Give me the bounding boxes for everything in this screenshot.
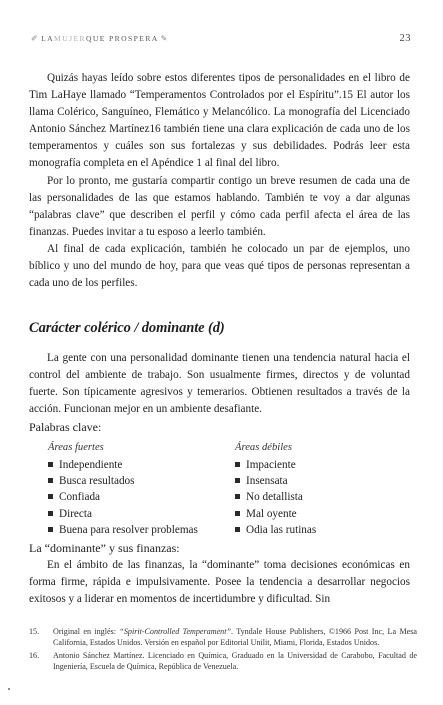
bullet-icon	[235, 527, 240, 532]
bullet-icon	[48, 462, 53, 467]
list-item	[48, 457, 235, 473]
running-head	[29, 34, 171, 43]
list-item-label: Directa	[59, 507, 92, 520]
footnote-book-title: “Spirit-Controlled Temperament”	[119, 627, 231, 636]
footnote-number: 16.	[29, 650, 40, 660]
list-item-label: Insensata	[246, 475, 288, 488]
footnote-text-post: . Tyndale House Publishers, ©1966 Post Inc, La Mesa California, Estados Unidos. Versión en español por Editorial Unilit, Miami, Florida, Estados Unidos.	[53, 627, 417, 648]
list-item-label: Mal oyente	[246, 507, 297, 520]
footnote	[29, 626, 417, 649]
finances-body	[29, 557, 410, 608]
footnote-text	[53, 626, 417, 649]
running-head-pre: LA	[41, 33, 55, 43]
footnotes	[29, 626, 417, 674]
ornament-right-icon: ✎	[160, 33, 169, 43]
weaknesses-column	[235, 440, 405, 538]
paragraph: Quizás hayas leído sobre estos diferentes tipos de personalidades en el libro de Tim LaHaye llamado “Temperamentos Controlados por el Espíritu”.15 El autor los llama Colérico, Sanguíneo, Flemático y Melancólico. La monografía del Licenciado Antonio Sánchez Martínez16 también tiene una clara explicación de cada uno de los temperamentos y cuáles son sus fortalezas y sus debilidades. Podrás leer esta monografía completa en el Apéndice 1 al final del libro.	[29, 72, 410, 170]
footnote-number: 15.	[29, 627, 40, 636]
finances-subheading: La “dominante” y sus finanzas:	[29, 541, 180, 555]
page-header	[29, 31, 411, 45]
bullet-icon	[235, 494, 240, 499]
weaknesses-heading: Áreas débiles	[235, 442, 292, 453]
list-item-label: Independiente	[59, 459, 123, 471]
list-item-label: Buena para resolver problemas	[59, 523, 198, 536]
running-head-post: QUE PROSPERA	[85, 33, 159, 43]
paragraph: Al final de cada explicación, también he colocado un par de ejemplos, uno bíblico y uno del mundo de hoy, para que veas qué tipos de personas representan a cada uno de los perfiles.	[29, 242, 410, 290]
list-item-label: No detallista	[246, 491, 303, 504]
running-head-light: MUJER	[54, 33, 86, 43]
section-heading: Carácter colérico / dominante (d)	[29, 320, 225, 336]
footnote-divider	[29, 619, 410, 620]
list-item	[48, 522, 235, 538]
footnote	[29, 650, 417, 673]
bullet-icon	[48, 527, 53, 532]
list-item	[235, 506, 405, 522]
list-item-label: Busca resultados	[59, 475, 135, 488]
bullet-icon	[48, 511, 53, 516]
ornament-left-icon: ✐	[31, 33, 40, 43]
list-item	[48, 489, 235, 505]
scan-speck	[8, 688, 10, 690]
list-item	[48, 506, 235, 522]
bullet-icon	[235, 462, 240, 467]
paragraph: La gente con una personalidad dominante tienen una tendencia natural hacia el control del ambiente de trabajo. Son usualmente firmes, directos y de voluntad fuerte. Son típicamente agresivos y temerarios. Obtienen resultados a través de la acción. Funcionan mejor en un ambiente desafiante.	[29, 352, 410, 416]
footnote-text: Antonio Sánchez Martínez. Licenciado en Química, Graduado en la Universidad de Carabobo, Facultad de Ingeniería, Escuela de Química, República de Venezuela.	[53, 650, 417, 672]
strengths-heading: Áreas fuertes	[48, 442, 104, 453]
bullet-icon	[48, 494, 53, 499]
list-item	[235, 489, 405, 505]
section-body	[29, 350, 410, 418]
list-item	[235, 457, 405, 473]
paragraph: En el ámbito de las finanzas, la “dominante” toma decisiones económicas en forma firme, rápida e impulsivamente. Posee la tendencia a desarrollar negocios exitosos y a liderar en momentos de incertidumbre y dificultad. Sin	[29, 559, 410, 606]
bullet-icon	[48, 478, 53, 483]
keywords-columns	[48, 440, 408, 538]
list-item-label: Confiada	[59, 491, 101, 504]
weaknesses-list	[235, 457, 405, 538]
list-item	[235, 522, 405, 538]
bullet-icon	[235, 478, 240, 483]
intro-text	[29, 70, 410, 292]
paragraph: Por lo pronto, me gustaría compartir contigo un breve resumen de cada una de las personalidades de las que estamos hablando. También te voy a dar algunas “palabras clave” que describen el perfil y cómo cada perfil afecta el área de las finanzas. Puedes invitar a tu esposo a leerlo también.	[29, 174, 410, 238]
page-number: 23	[399, 32, 411, 44]
list-item	[48, 473, 235, 489]
keywords-label: Palabras clave:	[29, 420, 102, 434]
footnote-text-pre: Original en inglés:	[53, 627, 120, 636]
list-item-label: Odia las rutinas	[246, 523, 317, 536]
strengths-column	[48, 440, 235, 538]
list-item-label: Impaciente	[246, 459, 296, 471]
bullet-icon	[235, 511, 240, 516]
list-item	[235, 473, 405, 489]
strengths-list	[48, 457, 235, 538]
